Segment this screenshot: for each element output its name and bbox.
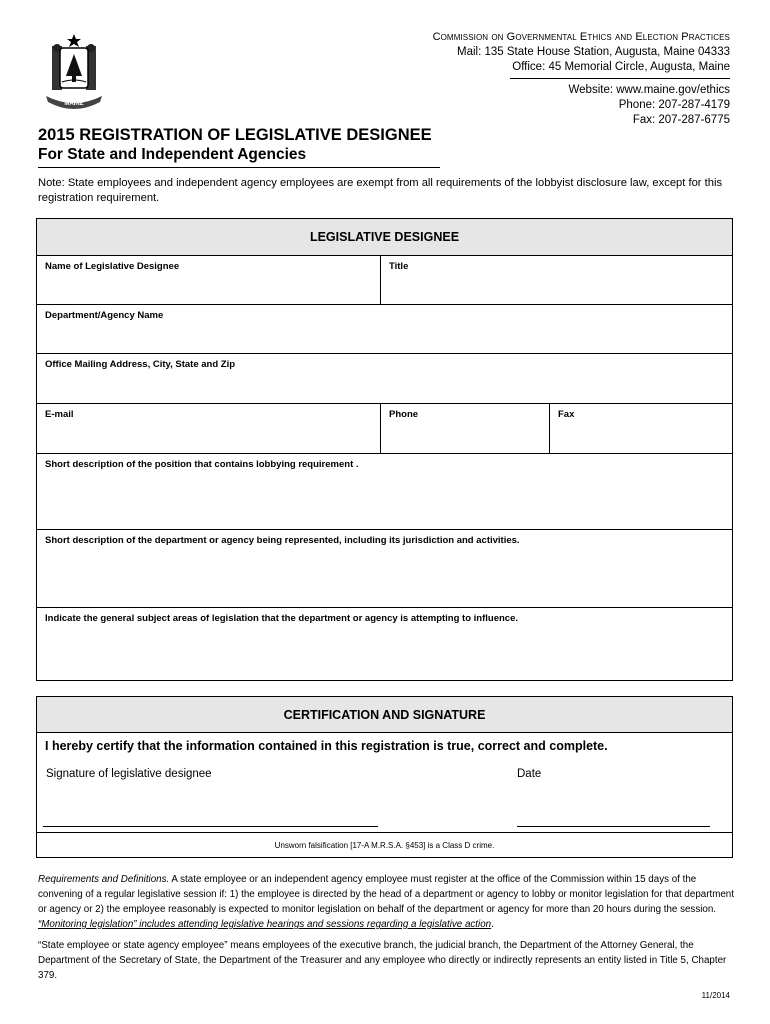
address-label: Office Mailing Address, City, State and Zip: [45, 359, 236, 370]
date-line[interactable]: [517, 826, 710, 827]
form-title-sub: For State and Independent Agencies: [38, 146, 307, 163]
commission-name: Commission on Governmental Ethics and Election Practices: [432, 31, 730, 43]
address-field[interactable]: [37, 354, 732, 403]
state-employee-definition: “State employee or state agency employee” means employees of the executive branch, the judicial branch, the Department of the Attorney General, the Department of the Secretary of State, the Department of the Treasurer and any employee who directly or indirectly represents an entity listed in Title 5, Chapter 379.: [38, 940, 727, 981]
form-revision-date: 11/2014: [701, 991, 730, 1000]
address-row: [37, 354, 732, 404]
form-title: [38, 126, 440, 168]
subject-areas-label: Indicate the general subject areas of legislation that the department or agency is attempting to influence.: [45, 613, 518, 624]
certification-statement: I hereby certify that the information contained in this registration is true, correct and complete.: [45, 739, 608, 753]
requirements-lead: Requirements and Definitions.: [38, 874, 170, 885]
requirements-paragraph: Requirements and Definitions. A state employee or an independent agency employee must register at the office of the Commission within 15 days of the convening of a regular legislative session if: 1) the employee is directed by the head of a department or agency to lobby or monitor legislation for that department or agency or 2) the employee reasonably is expected to monitor legislation on behalf of the department or agency for more than 20 hours during the session. “Monitoring legislation” includes attending legislative hearings and sessions regarding a legislative action.: [38, 874, 734, 930]
contact-row: [37, 404, 732, 454]
section-heading-certification: CERTIFICATION AND SIGNATURE: [37, 697, 732, 733]
fax-field[interactable]: [549, 404, 732, 453]
date-label: Date: [517, 768, 542, 780]
commission-header: [350, 30, 730, 128]
email-label: E-mail: [45, 409, 74, 420]
exemption-note: Note: State employees and independent agency employees are exempt from all requirements of the lobbyist disclosure law, except for this registration requirement.: [38, 177, 723, 204]
office-address: Office: 45 Memorial Circle, Augusta, Maine: [512, 61, 730, 73]
department-description-field[interactable]: [37, 530, 732, 607]
designee-name-field[interactable]: [37, 256, 380, 304]
department-description-label: Short description of the department or agency being represented, including its jurisdiction and activities.: [45, 535, 520, 546]
phone-field[interactable]: [380, 404, 549, 453]
signature-line[interactable]: [43, 826, 378, 827]
position-row: [37, 454, 732, 530]
unsworn-falsification-notice: Unsworn falsification [17-A M.R.S.A. §453] is a Class D crime.: [37, 832, 732, 856]
form-title-main: 2015 REGISTRATION OF LEGISLATIVE DESIGNEE: [38, 126, 432, 144]
legislative-designee-section: [36, 218, 733, 681]
monitoring-definition: “Monitoring legislation” includes attending legislative hearings and sessions regarding a legislative action: [38, 919, 492, 930]
fax-label: Fax: [558, 409, 575, 420]
signature-label: Signature of legislative designee: [46, 768, 212, 780]
maine-state-seal: [40, 32, 108, 112]
requirements-body: A state employee or an independent agency employee must register at the office of the Commission within 15 days of the convening of a regular legislative session if: 1) the employee is directed by the head of a department or agency to lobby or monitor legislation for that department or agency or 2) the employee reasonably is expected to monitor legislation on behalf of the department or agency for more than 20 hours during the session.: [38, 874, 734, 915]
mail-address: Mail: 135 State House Station, Augusta, Maine 04333: [457, 46, 730, 58]
designee-name-label: Name of Legislative Designee: [45, 261, 180, 272]
subject-areas-row: [37, 608, 732, 680]
department-row: [37, 305, 732, 354]
title-field[interactable]: [380, 256, 732, 304]
certification-section: [36, 696, 733, 858]
fax-number: Fax: 207-287-6775: [632, 114, 730, 126]
department-description-row: [37, 530, 732, 608]
website: Website: www.maine.gov/ethics: [568, 84, 730, 96]
subject-areas-field[interactable]: [37, 608, 732, 680]
department-label: Department/Agency Name: [45, 310, 164, 321]
email-field[interactable]: [37, 404, 380, 453]
title-label: Title: [389, 261, 409, 272]
section-heading-designee: LEGISLATIVE DESIGNEE: [37, 219, 732, 256]
position-description-label: Short description of the position that contains lobbying requirement .: [45, 459, 359, 470]
department-field[interactable]: [37, 305, 732, 353]
position-description-field[interactable]: [37, 454, 732, 529]
phone-label: Phone: [389, 409, 419, 420]
svg-text:MAINE: MAINE: [64, 101, 84, 107]
phone-number: Phone: 207-287-4179: [618, 99, 730, 111]
header-divider: [510, 78, 730, 79]
name-title-row: [37, 256, 732, 305]
